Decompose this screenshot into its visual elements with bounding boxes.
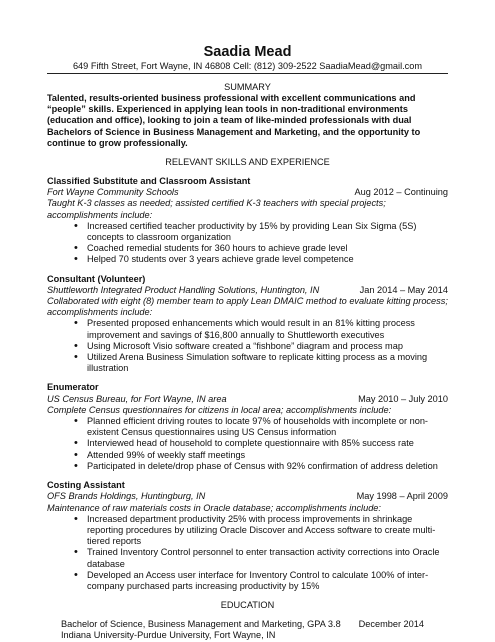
job-org-row — [47, 187, 448, 198]
accomplishment-item: • Using Microsoft Visio software created a “fishbone” diagram and process map — [87, 341, 448, 352]
job-dates: Aug 2012 – Continuing — [354, 187, 448, 198]
education-degree-row — [61, 619, 448, 630]
accomplishment-item: • Helped 70 students over 3 years achieve grade level competence — [87, 254, 448, 265]
job-org-row — [47, 285, 448, 296]
accomplishment-item: • Attended 99% of weekly staff meetings — [87, 450, 448, 461]
job-description: Complete Census questionnaires for citizens in local area; accomplishments include: — [47, 404, 392, 415]
accomplishment-item: • Trained Inventory Control personnel to enter transaction activity corrections into Oracle database — [87, 547, 448, 569]
education-school: Indiana University-Purdue University, Fort Wayne, IN — [61, 630, 276, 641]
job-org-row — [47, 491, 448, 502]
job-organization: US Census Bureau, for Fort Wayne, IN area — [47, 393, 227, 404]
job-entry — [47, 176, 448, 266]
job-dates: May 2010 – July 2010 — [358, 393, 448, 404]
accomplishment-item: • Interviewed head of household to complete questionnaire with 85% success rate — [87, 438, 448, 449]
accomplishment-list — [47, 221, 448, 266]
experience-heading: RELEVANT SKILLS AND EXPERIENCE — [165, 157, 330, 168]
job-organization: Shuttleworth Integrated Product Handling Solutions, Huntington, IN — [47, 284, 320, 295]
education-entry — [47, 619, 448, 641]
job-title: Costing Assistant — [47, 480, 125, 491]
job-entry — [47, 274, 448, 375]
job-entry — [47, 480, 448, 592]
job-title: Classified Substitute and Classroom Assistant — [47, 176, 251, 187]
accomplishment-item: • Increased certified teacher productivity by 15% by providing Lean Six Sigma (5S) concepts to classroom organization — [87, 221, 448, 243]
accomplishment-item: • Developed an Access user interface for Inventory Control to calculate 100% of inter-company purchased parts increasing productivity by 15% — [87, 570, 448, 592]
accomplishment-item: • Planned efficient driving routes to locate 97% of households with incomplete or non-existent Census questionnaires using US Census information — [87, 416, 448, 438]
accomplishment-item: • Participated in delete/drop phase of Census with 92% confirmation of address deletion — [87, 461, 448, 472]
job-dates: May 1998 – April 2009 — [356, 491, 448, 502]
job-entry — [47, 382, 448, 472]
summary-text: Talented, results-oriented business professional with excellent communications and “people” skills. Experienced in applying lean tools in non-traditional environments (education and office), looking to join a team of like-minded professionals with dual Bachelors of Science in Business Management and Marketing, and the opportunity to continue to grow professionally. — [47, 93, 421, 148]
accomplishment-list — [47, 318, 448, 374]
accomplishment-item: • Presented proposed enhancements which would result in an 81% kitting process improvement and savings of $16,800 annually to Shuttleworth executives — [87, 318, 448, 340]
job-organization: Fort Wayne Community Schools — [47, 187, 179, 198]
education-heading: EDUCATION — [220, 600, 275, 611]
education-date: December 2014 — [358, 619, 424, 630]
contact-line: 649 Fifth Street, Fort Wayne, IN 46808 Cell: (812) 309-2522 SaadiaMead@gmail.com — [47, 61, 448, 74]
education-degree: Bachelor of Science, Business Management and Marketing, GPA 3.8 — [61, 619, 341, 630]
job-org-row — [47, 394, 448, 405]
job-title: Consultant (Volunteer) — [47, 273, 146, 284]
accomplishment-item: • Utilized Arena Business Simulation software to replicate kitting process as a moving illustration — [87, 352, 448, 374]
job-title: Enumerator — [47, 382, 99, 393]
job-organization: OFS Brands Holdings, Huntingburg, IN — [47, 491, 206, 502]
job-description: Collaborated with eight (8) member team to apply Lean DMAIC method to evaluate kitting process; accomplishments include: — [47, 296, 448, 318]
accomplishment-item: • Coached remedial students for 360 hours to achieve grade level — [87, 243, 448, 254]
candidate-name: Saadia Mead — [203, 44, 292, 60]
job-dates: Jan 2014 – May 2014 — [359, 284, 448, 295]
accomplishment-item: • Increased department productivity 25% with process improvements in shrinkage reporting procedures by utilizing Oracle Discover and Access software to create multi-tiered reports — [87, 514, 448, 548]
job-description: Maintenance of raw materials costs in Oracle database; accomplishments include: — [47, 502, 381, 513]
accomplishment-list — [47, 416, 448, 472]
summary-heading: SUMMARY — [224, 82, 271, 92]
accomplishment-list — [47, 514, 448, 592]
job-description: Taught K-3 classes as needed; assisted certified K-3 teachers with special projects; accomplishments include: — [47, 198, 386, 220]
